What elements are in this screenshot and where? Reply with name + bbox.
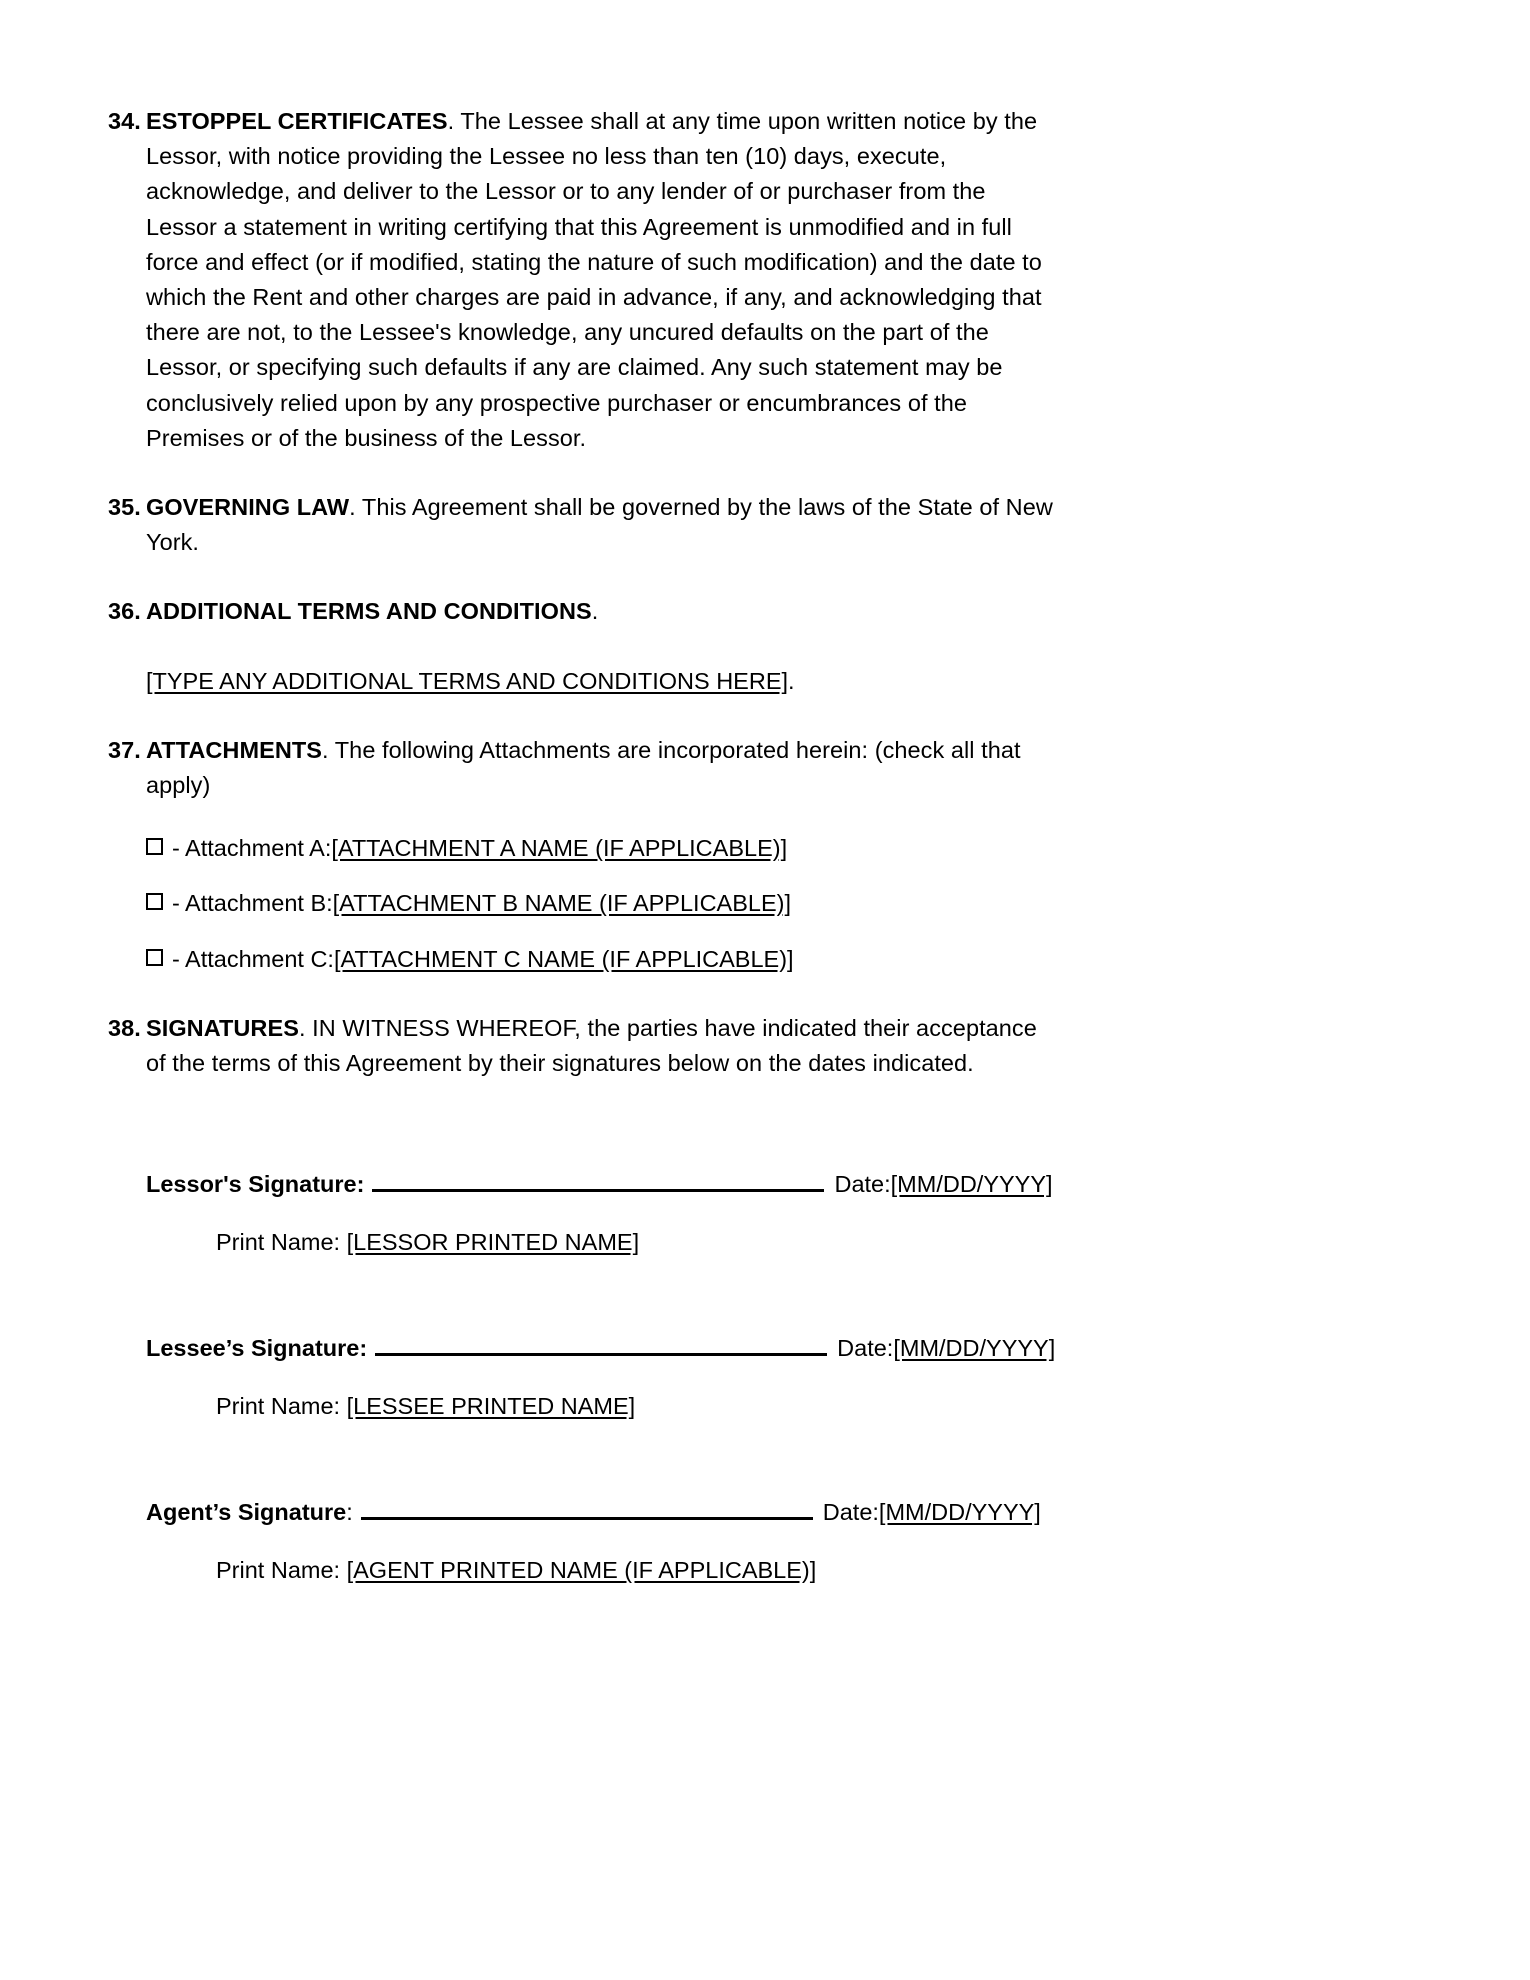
lessee-signature-line (146, 1331, 1060, 1365)
clause-35-body (146, 490, 1060, 560)
additional-terms-field[interactable]: [TYPE ANY ADDITIONAL TERMS AND CONDITIONS HERE] (146, 667, 789, 694)
empty-checkbox-icon[interactable] (146, 893, 163, 910)
agent-print-name-label: Print Name: (216, 1557, 347, 1584)
clause-35 (108, 490, 1060, 560)
additional-terms-trailing: . (788, 667, 795, 694)
agent-date-label: Date: (822, 1499, 879, 1526)
signature-block-lessor (146, 1167, 1060, 1259)
agent-signature-field[interactable] (361, 1516, 813, 1520)
attachment-a-prefix: - Attachment A: (172, 835, 332, 862)
lessor-signature-line (146, 1167, 1060, 1201)
agent-signature-colon: : (346, 1499, 353, 1526)
clause-35-number: 35. (108, 494, 141, 521)
lessor-signature-field[interactable] (372, 1188, 824, 1192)
clause-37-text: . The following Attachments are incorporated herein: (check all that apply) (146, 736, 1021, 799)
spacer (108, 456, 1060, 490)
clause-37 (108, 733, 1060, 803)
clause-37-body (146, 733, 1060, 803)
spacer (108, 977, 1060, 1011)
attachment-row-c (146, 942, 1060, 977)
empty-checkbox-icon[interactable] (146, 949, 163, 966)
empty-checkbox-icon[interactable] (146, 838, 163, 855)
clause-34 (108, 104, 1060, 456)
lessor-date-field[interactable]: [MM/DD/YYYY] (890, 1171, 1053, 1198)
agent-print-name-line (216, 1553, 1060, 1587)
clause-38-body (146, 1011, 1060, 1081)
lessee-signature-field[interactable] (375, 1352, 827, 1356)
spacer (108, 560, 1060, 594)
lessee-print-name-label: Print Name: (216, 1393, 347, 1420)
attachment-b-field[interactable]: [ATTACHMENT B NAME (IF APPLICABLE)] (332, 890, 791, 917)
clause-36 (108, 594, 1060, 629)
signature-block-lessee (146, 1331, 1060, 1423)
lessor-date-label: Date: (834, 1171, 891, 1198)
spacer (108, 803, 1060, 831)
lessee-print-name-line (216, 1389, 1060, 1423)
signature-block-agent (146, 1495, 1060, 1587)
clause-34-heading: ESTOPPEL CERTIFICATES (146, 108, 448, 134)
clause-36-text: . (591, 598, 599, 625)
clause-38-number: 38. (108, 1014, 141, 1041)
clause-36-number: 36. (108, 598, 141, 625)
spacer (108, 1423, 1060, 1495)
spacer (108, 1259, 1060, 1331)
additional-terms-line (146, 664, 1060, 699)
agent-signature-line (146, 1495, 1060, 1529)
agent-date-field[interactable]: [MM/DD/YYYY] (878, 1499, 1041, 1526)
clause-34-number: 34. (108, 108, 141, 134)
lessor-print-name-label: Print Name: (216, 1229, 347, 1256)
lessee-print-name-field[interactable]: [LESSEE PRINTED NAME] (346, 1393, 636, 1420)
agent-print-name-field[interactable]: [AGENT PRINTED NAME (IF APPLICABLE)] (346, 1557, 817, 1584)
attachment-c-field[interactable]: [ATTACHMENT C NAME (IF APPLICABLE)] (333, 945, 794, 972)
clause-36-body (146, 594, 1060, 629)
lessee-date-label: Date: (837, 1335, 894, 1362)
document-body (108, 104, 1060, 1587)
lessee-date-field[interactable]: [MM/DD/YYYY] (893, 1335, 1056, 1362)
attachment-a-field[interactable]: [ATTACHMENT A NAME (IF APPLICABLE)] (331, 835, 788, 862)
lessor-print-name-field[interactable]: [LESSOR PRINTED NAME] (346, 1229, 640, 1256)
attachment-row-b (146, 886, 1060, 921)
spacer (108, 630, 1060, 664)
clause-34-body (146, 104, 1060, 456)
clause-37-heading: ATTACHMENTS (146, 736, 323, 763)
lessor-signature-label: Lessor's Signature: (146, 1171, 365, 1198)
agent-signature-label: Agent’s Signature (146, 1499, 347, 1526)
lessee-signature-label: Lessee’s Signature: (146, 1335, 368, 1362)
clause-35-text: . This Agreement shall be governed by the laws of the State of New York. (146, 494, 1053, 556)
clause-38-heading: SIGNATURES (146, 1014, 299, 1041)
attachment-c-prefix: - Attachment C: (172, 945, 334, 972)
attachment-b-prefix: - Attachment B: (172, 890, 333, 917)
clause-38 (108, 1011, 1060, 1081)
clause-34-text: . The Lessee shall at any time upon written notice by the Lessor, with notice providing the Lessee no less than ten (10) days, execute, acknowledge, and deliver to the Lessor or to any lender of or purchaser from the Lessor a statement in writing certifying that this Agreement is unmodified and in full force and effect (or if modified, stating the nature of such modification) and the date to which the Rent and other charges are paid in advance, if any, and acknowledging that there are not, to the Lessee's knowledge, any uncured defaults on the part of the Lessor, or specifying such defaults if any are claimed. Any such statement may be conclusively relied upon by any prospective purchaser or encumbrances of the Premises or of the business of the Lessor. (146, 108, 1042, 451)
lessor-print-name-line (216, 1225, 1060, 1259)
spacer (108, 1081, 1060, 1167)
clause-36-heading: ADDITIONAL TERMS AND CONDITIONS (146, 598, 592, 625)
clause-37-number: 37. (108, 736, 141, 763)
spacer (108, 699, 1060, 733)
clause-35-heading: GOVERNING LAW (146, 494, 350, 521)
clause-38-text: . IN WITNESS WHEREOF, the parties have indicated their acceptance of the terms of this Agreement by their signatures below on the dates indicated. (146, 1014, 1037, 1077)
attachment-row-a (146, 831, 1060, 866)
